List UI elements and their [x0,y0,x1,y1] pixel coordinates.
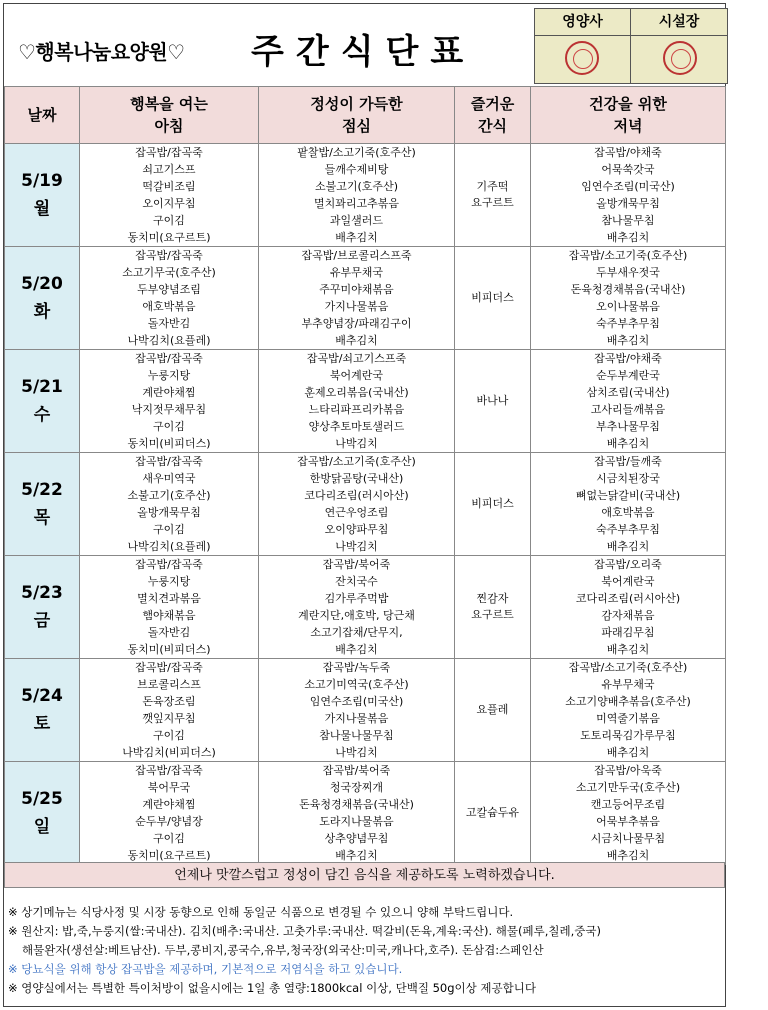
breakfast-item: 잡곡밥/잡곡죽 [80,144,259,162]
breakfast-item: 구이김 [80,727,259,744]
table-row [5,624,726,641]
lunch-item: 나박김치 [259,538,455,556]
lunch-item: 양상추토마토샐러드 [259,418,455,435]
table-row [5,264,726,281]
lunch-item: 나박김치 [259,435,455,453]
dinner-item: 캔고등어무조림 [531,796,726,813]
snack-item: 비피더스 [471,291,514,304]
dinner-item: 돈육청경채볶음(국내산) [531,281,726,298]
lunch-item: 도라지나물볶음 [259,813,455,830]
breakfast-item: 잡곡밥/잡곡죽 [80,350,259,368]
director-label: 시설장 [631,9,727,36]
table-row [5,693,726,710]
breakfast-item: 떡갈비조림 [80,178,259,195]
table-row [5,538,726,556]
lunch-item: 임연수조림(미국산) [259,693,455,710]
note-4: ※ 당뇨식을 위해 항상 잡곡밥을 제공하며, 기본적으로 저염식을 하고 있습니다. [8,962,403,976]
table-row [5,504,726,521]
snack-item: 바나나 [476,394,509,407]
nutritionist-stamp-icon [565,41,599,75]
table-row [5,830,726,847]
table-row [5,367,726,384]
nutritionist-sign [535,9,631,83]
breakfast-item: 순두부/양념장 [80,813,259,830]
col-dinner [531,87,726,144]
weekday-label: 월 [33,199,51,219]
table-row [5,659,726,677]
snack-cell [455,556,531,659]
table-row [5,762,726,780]
table-header-row [5,87,726,144]
breakfast-item: 새우미역국 [80,470,259,487]
lunch-item: 잡곡밥/북어죽 [259,762,455,780]
col-snack [455,87,531,144]
director-sign [631,9,727,83]
table-row [5,779,726,796]
col-breakfast-l2: 아침 [154,117,184,135]
snack-cell [455,144,531,247]
snack-cell [455,762,531,865]
dinner-item: 파래김무침 [531,624,726,641]
table-row [5,590,726,607]
snack-item: 기주떡 [476,180,509,193]
breakfast-item: 구이김 [80,830,259,847]
table-row [5,453,726,471]
breakfast-item: 북어무국 [80,779,259,796]
note-1: ※ 상기메뉴는 식당사정 및 시장 동향으로 인해 동일군 식품으로 변경될 수 있으니 양해 부탁드립니다. [8,905,514,919]
breakfast-item: 애호박볶음 [80,298,259,315]
dinner-item: 배추김치 [531,229,726,247]
table-row [5,418,726,435]
dinner-item: 배추김치 [531,332,726,350]
dinner-item: 시금치된장국 [531,470,726,487]
menu-body [5,144,726,865]
dinner-item: 잡곡밥/들깨죽 [531,453,726,471]
breakfast-item: 햄야채볶음 [80,607,259,624]
dinner-item: 잡곡밥/야채죽 [531,350,726,368]
weekday-label: 수 [33,405,51,425]
snack-item: 요플레 [476,703,509,716]
table-row [5,435,726,453]
date-cell [5,247,80,350]
col-snack-l1: 즐거운 [470,95,515,113]
lunch-item: 배추김치 [259,847,455,865]
lunch-item: 잡곡밥/녹두죽 [259,659,455,677]
breakfast-item: 멸치견과볶음 [80,590,259,607]
breakfast-item: 잡곡밥/잡곡죽 [80,247,259,265]
dinner-item: 어묵부추볶음 [531,813,726,830]
lunch-item: 돈육청경채볶음(국내산) [259,796,455,813]
breakfast-item: 돈육장조림 [80,693,259,710]
breakfast-item: 브로콜리스프 [80,676,259,693]
table-row [5,332,726,350]
col-breakfast [80,87,259,144]
lunch-item: 소고기미역국(호주산) [259,676,455,693]
dinner-item: 배추김치 [531,641,726,659]
snack-item: 요구르트 [471,608,514,621]
breakfast-item: 누룽지탕 [80,367,259,384]
dinner-item: 참나물무침 [531,212,726,229]
breakfast-item: 오이지무침 [80,195,259,212]
note-5: ※ 영양실에서는 특별한 특이처방이 없을시에는 1일 총 열량:1800kcal 이상, 단백질 50g이상 제공합니다 [8,981,536,995]
date-label: 5/20 [21,274,63,294]
lunch-item: 연근우엉조림 [259,504,455,521]
lunch-item: 코다리조림(러시아산) [259,487,455,504]
notes [8,903,723,998]
breakfast-item: 잡곡밥/잡곡죽 [80,659,259,677]
table-row [5,573,726,590]
table-row [5,641,726,659]
dinner-item: 부추나물무침 [531,418,726,435]
table-row [5,161,726,178]
dinner-item: 숙주부추무침 [531,521,726,538]
breakfast-item: 소고기무국(호주산) [80,264,259,281]
dinner-item: 배추김치 [531,744,726,762]
dinner-item: 도토리묵김가루무침 [531,727,726,744]
dinner-item: 잡곡밥/야채죽 [531,144,726,162]
breakfast-item: 동치미(비피더스) [80,435,259,453]
col-breakfast-l1: 행복을 여는 [130,95,208,113]
breakfast-item: 계란야채찜 [80,796,259,813]
lunch-item: 가지나물볶음 [259,710,455,727]
dinner-item: 시금치나물무침 [531,830,726,847]
date-label: 5/25 [21,789,63,809]
date-cell [5,144,80,247]
lunch-item: 가지나물볶음 [259,298,455,315]
dinner-item: 잡곡밥/오리죽 [531,556,726,574]
lunch-item: 김가루주먹밥 [259,590,455,607]
col-lunch-l2: 점심 [342,117,371,135]
lunch-item: 잡곡밥/쇠고기스프죽 [259,350,455,368]
lunch-item: 부추양념장/파래김구이 [259,315,455,332]
nutritionist-label: 영양사 [535,9,630,36]
dinner-item: 배추김치 [531,435,726,453]
snack-cell [455,453,531,556]
org-name: ♡행복나눔요양원♡ [18,40,185,64]
lunch-item: 멸치꽈리고추볶음 [259,195,455,212]
lunch-item: 과일샐러드 [259,212,455,229]
date-label: 5/23 [21,583,63,603]
table-row [5,178,726,195]
lunch-item: 잡곡밥/브로콜리스프죽 [259,247,455,265]
dinner-item: 어묵쑥갓국 [531,161,726,178]
col-lunch-l1: 정성이 가득한 [310,95,403,113]
dinner-item: 배추김치 [531,538,726,556]
note-2: ※ 원산지: 밥,죽,누룽지(쌀:국내산). 김치(배추:국내산. 고춧가루:국내산. 떡갈비(돈육,계육:국산). 해물(페루,칠레,중국) [8,924,601,938]
table-row [5,487,726,504]
col-snack-l2: 간식 [478,117,507,135]
table-row [5,813,726,830]
breakfast-item: 낙지젓무채무침 [80,401,259,418]
lunch-item: 오이양파무침 [259,521,455,538]
dinner-item: 소고기만두국(호주산) [531,779,726,796]
signature-box [534,8,728,84]
breakfast-item: 두부양념조림 [80,281,259,298]
lunch-item: 팥찰밥/소고기죽(호주산) [259,144,455,162]
header [4,4,725,85]
lunch-item: 한방닭곰탕(국내산) [259,470,455,487]
lunch-item: 잡곡밥/북어죽 [259,556,455,574]
date-cell [5,453,80,556]
weekday-label: 금 [33,611,51,631]
lunch-item: 들깨수제비탕 [259,161,455,178]
breakfast-item: 누룽지탕 [80,573,259,590]
table-row [5,521,726,538]
menu-table [4,86,726,865]
dinner-item: 북어계란국 [531,573,726,590]
dinner-item: 임연수조림(미국산) [531,178,726,195]
lunch-item: 북어계란국 [259,367,455,384]
table-row [5,470,726,487]
breakfast-item: 돌자반김 [80,315,259,332]
breakfast-item: 깻잎지무침 [80,710,259,727]
dinner-item: 뼈없는닭갈비(국내산) [531,487,726,504]
table-row [5,744,726,762]
table-row [5,195,726,212]
dinner-item: 오이나물볶음 [531,298,726,315]
dinner-item: 소고기양배추볶음(호주산) [531,693,726,710]
breakfast-item: 구이김 [80,212,259,229]
breakfast-item: 구이김 [80,418,259,435]
dinner-item: 애호박볶음 [531,504,726,521]
table-row [5,401,726,418]
lunch-item: 주꾸미야채볶음 [259,281,455,298]
weekday-label: 토 [33,714,51,734]
col-date: 날짜 [5,87,80,144]
dinner-item: 숙주부추무침 [531,315,726,332]
snack-cell [455,659,531,762]
table-row [5,710,726,727]
lunch-item: 소불고기(호주산) [259,178,455,195]
lunch-item: 소고기잡채/단무지, [259,624,455,641]
table-row [5,350,726,368]
weekday-label: 목 [33,508,51,528]
lunch-item: 잔치국수 [259,573,455,590]
table-row [5,727,726,744]
date-label: 5/19 [21,171,63,191]
breakfast-item: 동치미(비피더스) [80,641,259,659]
page-title: 주간식단표 [251,32,476,72]
dinner-item: 올방개묵무침 [531,195,726,212]
dinner-item: 감자채볶음 [531,607,726,624]
lunch-item: 나박김치 [259,744,455,762]
dinner-item: 코다리조림(러시아산) [531,590,726,607]
col-dinner-l2: 저녁 [613,117,643,135]
dinner-item: 잡곡밥/소고기죽(호주산) [531,247,726,265]
lunch-item: 배추김치 [259,641,455,659]
breakfast-item: 올방개묵무침 [80,504,259,521]
date-label: 5/22 [21,480,63,500]
breakfast-item: 계란야채찜 [80,384,259,401]
lunch-item: 상추양념무침 [259,830,455,847]
breakfast-item: 구이김 [80,521,259,538]
snack-cell [455,350,531,453]
table-row [5,384,726,401]
dinner-item: 고사리들깨볶음 [531,401,726,418]
breakfast-item: 잡곡밥/잡곡죽 [80,453,259,471]
table-row [5,607,726,624]
col-dinner-l1: 건강을 위한 [589,95,667,113]
breakfast-item: 동치미(요구르트) [80,847,259,865]
breakfast-item: 소불고기(호주산) [80,487,259,504]
table-row [5,281,726,298]
breakfast-item: 동치미(요구르트) [80,229,259,247]
table-row [5,676,726,693]
breakfast-item: 나박김치(요플레) [80,538,259,556]
lunch-item: 계란지단,애호박, 당근채 [259,607,455,624]
dinner-item: 미역줄기볶음 [531,710,726,727]
table-row [5,315,726,332]
table-row [5,247,726,265]
breakfast-item: 나박김치(비피더스) [80,744,259,762]
dinner-item: 잡곡밥/소고기죽(호주산) [531,659,726,677]
snack-item: 요구르트 [471,196,514,209]
date-label: 5/24 [21,686,63,706]
snack-item: 고칼슘두유 [465,806,520,819]
table-row [5,212,726,229]
weekday-label: 일 [33,817,51,837]
dinner-item: 유부무채국 [531,676,726,693]
breakfast-item: 쇠고기스프 [80,161,259,178]
director-stamp-icon [663,41,697,75]
lunch-item: 유부무채국 [259,264,455,281]
weekday-label: 화 [33,302,51,322]
date-cell [5,556,80,659]
snack-cell [455,247,531,350]
lunch-item: 훈제오리볶음(국내산) [259,384,455,401]
table-row [5,144,726,162]
table-row [5,229,726,247]
lunch-item: 청국장찌개 [259,779,455,796]
lunch-item: 참나물나물무침 [259,727,455,744]
date-cell [5,350,80,453]
dinner-item: 두부새우젓국 [531,264,726,281]
breakfast-item: 나박김치(요플레) [80,332,259,350]
breakfast-item: 잡곡밥/잡곡죽 [80,556,259,574]
date-cell [5,659,80,762]
slogan: 언제나 맛깔스럽고 정성이 담긴 음식을 제공하도록 노력하겠습니다. [4,862,725,888]
table-row [5,298,726,315]
dinner-item: 순두부계란국 [531,367,726,384]
col-lunch [259,87,455,144]
table-row [5,556,726,574]
lunch-item: 배추김치 [259,332,455,350]
date-label: 5/21 [21,377,63,397]
lunch-item: 느타리파프리카볶음 [259,401,455,418]
lunch-item: 잡곡밥/소고기죽(호주산) [259,453,455,471]
date-cell [5,762,80,865]
snack-item: 찐감자 [476,592,509,605]
lunch-item: 배추김치 [259,229,455,247]
snack-item: 비피더스 [471,497,514,510]
breakfast-item: 돌자반김 [80,624,259,641]
dinner-item: 잡곡밥/아욱죽 [531,762,726,780]
dinner-item: 배추김치 [531,847,726,865]
table-row [5,796,726,813]
dinner-item: 삼치조림(국내산) [531,384,726,401]
breakfast-item: 잡곡밥/잡곡죽 [80,762,259,780]
note-3: 해물완자(생선살:베트남산). 두부,콩비지,콩국수,유부,청국장(외국산:미국,캐나다,호주). 돈삼겹:스페인산 [22,943,544,957]
